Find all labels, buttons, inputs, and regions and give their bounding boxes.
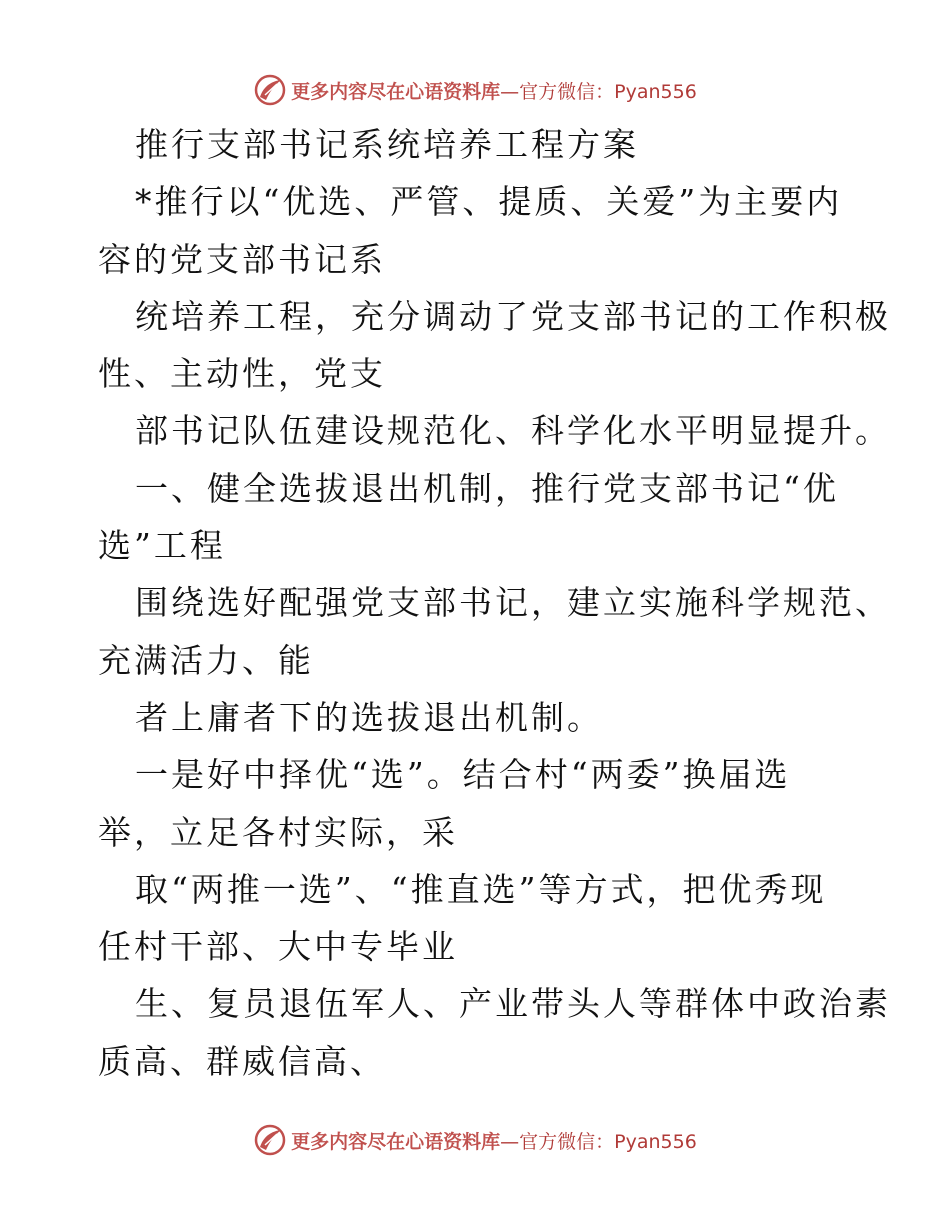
text-line: 一、健全选拔退出机制，推行党支部书记“优 (135, 468, 839, 508)
text-line: 统培养工程，充分调动了党支部书记的工作积极 (135, 296, 891, 336)
text-line: 性、主动性，党支 (98, 354, 386, 394)
banner-contact-text: —官方微信：Pyan556 (500, 80, 697, 103)
logo-icon (253, 1123, 287, 1157)
banner-main-text: 更多内容尽在心语资料库 (291, 80, 501, 103)
text-line: 举，立足各村实际，采 (98, 812, 458, 852)
text-line: 选”工程 (98, 526, 226, 566)
banner-main-text: 更多内容尽在心语资料库 (291, 1130, 501, 1153)
document-body (98, 116, 891, 1090)
text-line: 者上庸者下的选拔退出机制。 (135, 697, 603, 737)
footer-banner (0, 1118, 950, 1162)
text-line: 一是好中择优“选”。结合村“两委”换届选 (135, 755, 791, 795)
text-line: *推行以“优选、严管、提质、关爱”为主要内 (135, 182, 843, 222)
logo-icon (253, 73, 287, 107)
text-line: 充满活力、能 (98, 640, 314, 680)
text-line: 容的党支部书记系 (98, 239, 386, 279)
text-line: 取“两推一选”、“推直选”等方式，把优秀现 (135, 869, 827, 909)
text-line: 围绕选好配强党支部书记，建立实施科学规范、 (135, 583, 891, 623)
text-line: 任村干部、大中专毕业 (98, 927, 458, 967)
text-line: 生、复员退伍军人、产业带头人等群体中政治素 (135, 984, 891, 1024)
text-line: 推行支部书记系统培养工程方案 (135, 125, 639, 164)
text-line: 质高、群威信高、 (98, 1041, 386, 1081)
text-line: 部书记队伍建设规范化、科学化水平明显提升。 (135, 411, 891, 451)
header-banner (0, 68, 950, 112)
banner-contact-text: —官方微信：Pyan556 (500, 1130, 697, 1153)
